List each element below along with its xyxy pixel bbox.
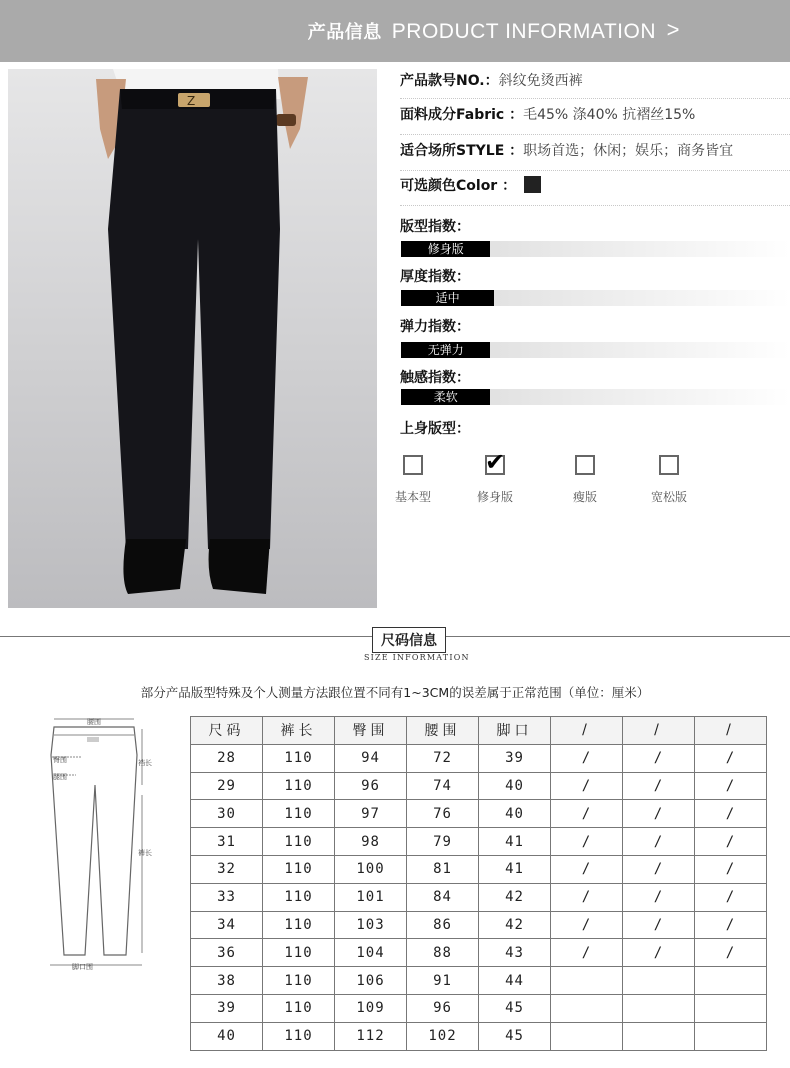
column-header: 臀围	[335, 717, 407, 745]
table-cell: /	[695, 800, 767, 828]
table-row	[191, 800, 767, 828]
checkmark-icon: ✔	[485, 448, 506, 476]
table-cell: 29	[191, 772, 263, 800]
table-cell: 31	[191, 828, 263, 856]
table-cell: /	[623, 772, 695, 800]
table-cell: /	[695, 939, 767, 967]
table-cell: 96	[335, 772, 407, 800]
occasion-label: 适合场所STYLE ：	[400, 143, 524, 159]
checkbox[interactable]	[485, 448, 506, 476]
index-label-touch: 触感指数：	[400, 370, 470, 386]
table-row	[191, 1022, 767, 1050]
table-row	[191, 855, 767, 883]
table-cell: 42	[479, 883, 551, 911]
table-row	[191, 967, 767, 995]
index-bar-stretch	[401, 342, 790, 358]
table-cell: /	[695, 883, 767, 911]
table-cell: 110	[263, 855, 335, 883]
size-table	[190, 716, 767, 1051]
table-cell: 84	[407, 883, 479, 911]
header-title	[307, 17, 680, 44]
table-cell: /	[623, 828, 695, 856]
pants-measurement-diagram	[42, 715, 172, 975]
table-cell	[695, 1022, 767, 1050]
diagram-label-waist: 腰围	[87, 718, 101, 726]
table-cell: 45	[479, 1022, 551, 1050]
table-cell: /	[551, 828, 623, 856]
checkbox[interactable]	[575, 455, 595, 475]
fit-type-label: 上身版型：	[400, 421, 470, 437]
table-row	[191, 744, 767, 772]
table-cell: 76	[407, 800, 479, 828]
table-cell: /	[551, 883, 623, 911]
table-cell: 39	[479, 744, 551, 772]
table-cell: 96	[407, 994, 479, 1022]
table-cell: 110	[263, 994, 335, 1022]
index-label-stretch: 弹力指数：	[400, 319, 470, 335]
table-cell	[695, 994, 767, 1022]
table-cell	[551, 994, 623, 1022]
table-cell: 112	[335, 1022, 407, 1050]
table-row	[191, 994, 767, 1022]
table-cell	[623, 1022, 695, 1050]
table-cell: 30	[191, 800, 263, 828]
table-cell: /	[623, 855, 695, 883]
table-cell: /	[623, 883, 695, 911]
table-cell: 40	[479, 800, 551, 828]
model-row	[400, 70, 790, 99]
table-cell: 100	[335, 855, 407, 883]
column-header: 尺码	[191, 717, 263, 745]
column-header: /	[551, 717, 623, 745]
table-cell: 110	[263, 828, 335, 856]
size-note: 部分产品版型特殊及个人测量方法跟位置不同有1~3CM的误差属于正常范围（单位：厘米）	[140, 685, 650, 700]
table-cell	[623, 967, 695, 995]
index-bar-touch	[401, 389, 790, 405]
table-cell	[551, 1022, 623, 1050]
table-cell: 41	[479, 828, 551, 856]
table-cell: 45	[479, 994, 551, 1022]
color-swatch[interactable]	[524, 176, 541, 193]
product-photo	[8, 69, 377, 608]
table-cell: 94	[335, 744, 407, 772]
table-cell	[551, 967, 623, 995]
table-cell: /	[623, 800, 695, 828]
fit-option-slim[interactable]	[465, 448, 525, 505]
table-cell: /	[695, 855, 767, 883]
column-header: /	[623, 717, 695, 745]
table-cell: 98	[335, 828, 407, 856]
color-label: 可选颜色Color ：	[400, 178, 517, 194]
diagram-label-rise: 裆长	[138, 759, 152, 767]
table-cell: /	[551, 800, 623, 828]
table-cell: 40	[479, 772, 551, 800]
fit-option-label: 基本型	[394, 490, 431, 504]
index-bar-fit	[401, 241, 790, 257]
index-bar-fill: 修身版	[401, 241, 490, 257]
table-cell: 110	[263, 883, 335, 911]
index-bar-thickness	[401, 290, 790, 306]
table-cell: 110	[263, 911, 335, 939]
table-cell: 97	[335, 800, 407, 828]
index-bar-fill: 无弹力	[401, 342, 490, 358]
fabric-label: 面料成分Fabric ：	[400, 107, 524, 123]
table-cell: 104	[335, 939, 407, 967]
diagram-label-length: 裤长	[138, 849, 152, 857]
table-row	[191, 883, 767, 911]
table-cell: 41	[479, 855, 551, 883]
svg-text:Z: Z	[187, 94, 196, 108]
color-row	[400, 175, 790, 206]
table-cell: 110	[263, 1022, 335, 1050]
diagram-label-hem: 脚口围	[72, 963, 93, 971]
fit-option-label: 宽松版	[650, 490, 687, 504]
table-cell: /	[695, 828, 767, 856]
table-cell: 43	[479, 939, 551, 967]
table-cell: 32	[191, 855, 263, 883]
index-label-thickness: 厚度指数：	[400, 269, 470, 285]
table-cell: 110	[263, 967, 335, 995]
table-cell: 81	[407, 855, 479, 883]
column-header: /	[695, 717, 767, 745]
table-cell: 34	[191, 911, 263, 939]
table-cell: 38	[191, 967, 263, 995]
index-label-fit: 版型指数：	[400, 219, 470, 235]
fit-options	[394, 448, 790, 505]
table-cell: 103	[335, 911, 407, 939]
table-cell: 106	[335, 967, 407, 995]
fit-option-skinny[interactable]	[555, 455, 615, 505]
table-row	[191, 939, 767, 967]
header-banner	[0, 0, 790, 62]
chevron-right-icon: >	[666, 17, 680, 42]
table-cell: 110	[263, 800, 335, 828]
fit-option-loose[interactable]	[639, 455, 699, 505]
table-cell	[623, 994, 695, 1022]
header-title-en: PRODUCT INFORMATION	[391, 20, 656, 43]
table-row	[191, 828, 767, 856]
table-cell: 86	[407, 911, 479, 939]
table-row	[191, 772, 767, 800]
table-cell: /	[551, 911, 623, 939]
table-cell: /	[551, 772, 623, 800]
table-cell: 44	[479, 967, 551, 995]
fit-option-label: 修身版	[476, 490, 513, 504]
table-cell: /	[623, 911, 695, 939]
checkbox[interactable]	[659, 455, 679, 475]
table-cell	[695, 967, 767, 995]
table-cell: 40	[191, 1022, 263, 1050]
occasion-row	[400, 140, 790, 171]
pants-model-image	[8, 69, 377, 608]
table-cell: /	[623, 744, 695, 772]
index-bar-fill: 柔软	[401, 389, 490, 405]
size-section-title: 尺码信息	[372, 627, 446, 653]
table-cell: 42	[479, 911, 551, 939]
table-cell: /	[551, 855, 623, 883]
table-cell: 79	[407, 828, 479, 856]
fabric-value: 毛45% 涤40% 抗褶丝15%	[523, 107, 696, 123]
table-cell: 109	[335, 994, 407, 1022]
size-table-header	[191, 717, 767, 745]
table-cell: /	[623, 939, 695, 967]
table-cell: /	[695, 772, 767, 800]
table-cell: 72	[407, 744, 479, 772]
model-label: 产品款号NO.：	[400, 73, 499, 89]
occasion-value: 职场首选；休闲；娱乐；商务皆宜	[523, 143, 734, 159]
table-cell: 33	[191, 883, 263, 911]
table-row	[191, 911, 767, 939]
fit-option-basic[interactable]	[383, 455, 443, 505]
table-cell: 74	[407, 772, 479, 800]
table-cell: 102	[407, 1022, 479, 1050]
table-cell: /	[695, 744, 767, 772]
fit-option-label: 瘦版	[572, 490, 597, 504]
table-cell: 101	[335, 883, 407, 911]
table-cell: 110	[263, 744, 335, 772]
table-cell: 110	[263, 939, 335, 967]
fabric-row	[400, 104, 790, 135]
table-cell: /	[551, 744, 623, 772]
table-cell: 39	[191, 994, 263, 1022]
table-cell: 110	[263, 772, 335, 800]
diagram-label-thigh: 腿围	[53, 773, 67, 781]
index-bar-fill: 适中	[401, 290, 494, 306]
table-cell: 36	[191, 939, 263, 967]
table-cell: /	[695, 911, 767, 939]
table-cell: 28	[191, 744, 263, 772]
table-cell: /	[551, 939, 623, 967]
size-section-subtitle: SIZE INFORMATION	[364, 653, 470, 662]
diagram-label-hip: 臀围	[53, 756, 67, 764]
model-value: 斜纹免烫西裤	[498, 73, 583, 89]
table-cell: 91	[407, 967, 479, 995]
column-header: 脚口	[479, 717, 551, 745]
header-title-cn: 产品信息	[307, 22, 382, 43]
table-cell: 88	[407, 939, 479, 967]
column-header: 裤长	[263, 717, 335, 745]
checkbox[interactable]	[403, 455, 423, 475]
column-header: 腰围	[407, 717, 479, 745]
